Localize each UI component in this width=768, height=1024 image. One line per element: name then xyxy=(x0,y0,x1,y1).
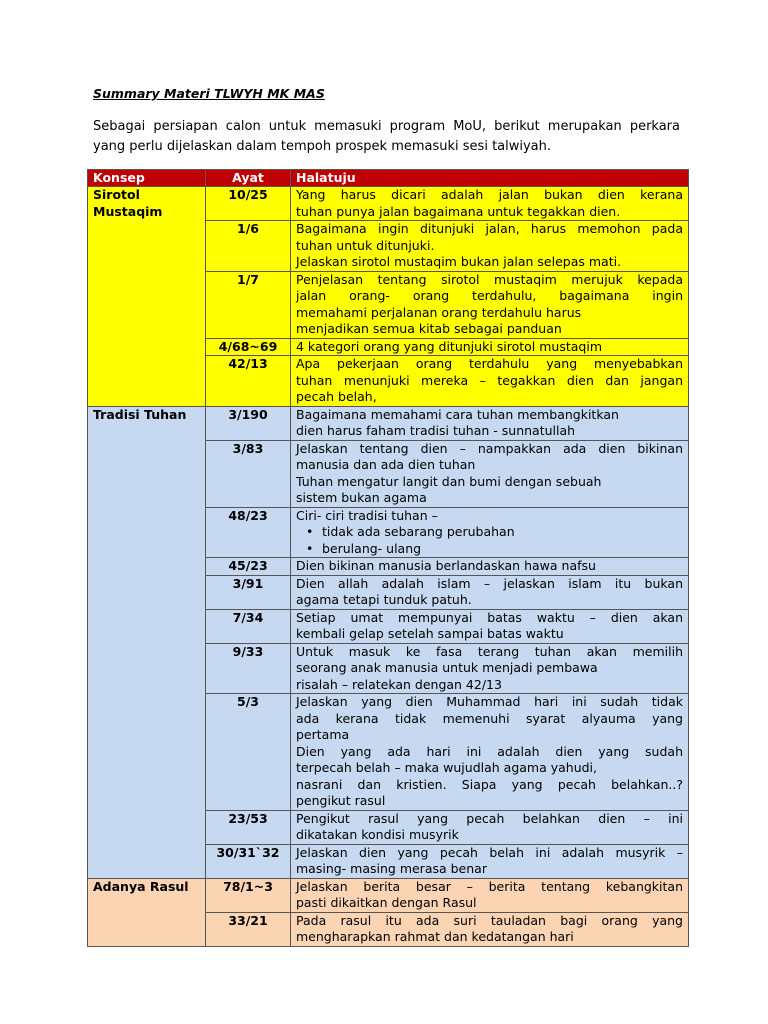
halatuju-line: dikatakan kondisi musyrik xyxy=(296,827,459,842)
halatuju-line: Jelaskan yang dien Muhammad hari ini sudah tidak xyxy=(296,694,683,709)
halatuju-cell xyxy=(291,356,689,407)
ayat-cell: 4/68~69 xyxy=(206,338,291,356)
halatuju-line: jalan orang- orang terdahulu, bagaimana ingin xyxy=(296,288,683,303)
halatuju-line: pertama xyxy=(296,727,350,742)
ayat-cell: 1/7 xyxy=(206,271,291,338)
halatuju-line: Jelaskan dien yang pecah belah ini adalah musyrik – xyxy=(296,844,683,860)
summary-table xyxy=(87,169,689,947)
ayat-cell: 9/33 xyxy=(206,643,291,694)
table-row xyxy=(88,406,689,440)
ayat-cell: 5/3 xyxy=(206,694,291,811)
halatuju-cell xyxy=(291,507,689,558)
ayat-cell: 1/6 xyxy=(206,221,291,272)
header-ayat: Ayat xyxy=(206,170,291,187)
halatuju-cell xyxy=(291,338,689,356)
halatuju-line: Dien allah adalah islam – jelaskan islam itu bukan xyxy=(296,575,683,591)
konsep-cell: Sirotol Mustaqim xyxy=(88,187,206,407)
document-title: Summary Materi TLWYH MK MAS xyxy=(93,86,325,101)
halatuju-cell xyxy=(291,694,689,811)
halatuju-line: masing- masing merasa benar xyxy=(296,861,487,876)
halatuju-line: Dien bikinan manusia berlandaskan hawa nafsu xyxy=(296,558,596,573)
konsep-cell: Adanya Rasul xyxy=(88,878,206,946)
halatuju-line: tuhan menunjuki mereka – tegakkan dien dan jangan xyxy=(296,372,683,388)
halatuju-line: kembali gelap setelah sampai batas waktu xyxy=(296,626,564,641)
ayat-cell: 7/34 xyxy=(206,609,291,643)
halatuju-line: Yang harus dicari adalah jalan bukan dien kerana xyxy=(296,187,683,202)
konsep-cell: Tradisi Tuhan xyxy=(88,406,206,878)
halatuju-line: nasrani dan kristien. Siapa yang pecah belahkan..? xyxy=(296,776,683,792)
ayat-cell: 10/25 xyxy=(206,187,291,221)
ayat-cell: 78/1~3 xyxy=(206,878,291,912)
halatuju-line: Penjelasan tentang sirotol mustaqim merujuk kepada xyxy=(296,271,683,287)
halatuju-cell xyxy=(291,810,689,844)
halatuju-line: sistem bukan agama xyxy=(296,490,427,505)
ayat-cell: 3/190 xyxy=(206,406,291,440)
halatuju-line: pasti dikaitkan dengan Rasul xyxy=(296,895,477,910)
halatuju-line: Pengikut rasul yang pecah belahkan dien – ini xyxy=(296,810,683,826)
table-row xyxy=(88,187,689,221)
ayat-cell: 3/91 xyxy=(206,575,291,609)
bullet-item: • berulang- ulang xyxy=(296,541,683,558)
halatuju-line: seorang anak manusia untuk menjadi pembawa xyxy=(296,660,598,675)
table-row xyxy=(88,878,689,912)
header-konsep: Konsep xyxy=(88,170,206,187)
ayat-cell: 48/23 xyxy=(206,507,291,558)
halatuju-line: dien harus faham tradisi tuhan - sunnatullah xyxy=(296,423,576,438)
halatuju-line: Apa pekerjaan orang terdahulu yang menyebabkan xyxy=(296,356,683,371)
header-halatuju: Halatuju xyxy=(291,170,689,187)
halatuju-line: Ciri- ciri tradisi tuhan – xyxy=(296,507,438,523)
bullet-item: • tidak ada sebarang perubahan xyxy=(296,524,683,541)
ayat-cell: 45/23 xyxy=(206,558,291,576)
halatuju-line: tuhan untuk ditunjuki. xyxy=(296,237,435,253)
halatuju-line: pecah belah, xyxy=(296,389,377,404)
halatuju-cell xyxy=(291,912,689,946)
halatuju-line: Bagaimana memahami cara tuhan membangkitkan xyxy=(296,406,619,422)
ayat-cell: 23/53 xyxy=(206,810,291,844)
halatuju-cell xyxy=(291,558,689,576)
halatuju-line: Dien yang ada hari ini adalah dien yang sudah xyxy=(296,743,683,759)
table-body xyxy=(88,187,689,947)
halatuju-cell xyxy=(291,221,689,272)
halatuju-line: mengharapkan rahmat dan kedatangan hari xyxy=(296,929,574,944)
halatuju-line: terpecah belah – maka wujudlah agama yahudi, xyxy=(296,760,598,775)
ayat-cell: 42/13 xyxy=(206,356,291,407)
intro-paragraph: Sebagai persiapan calon untuk memasuki program MoU, berikut merupakan perkara yang perlu dijelaskan dalam tempoh prospek memasuki sesi talwiyah. xyxy=(93,119,680,154)
halatuju-line: menjadikan semua kitab sebagai panduan xyxy=(296,321,562,336)
halatuju-line: Tuhan mengatur langit dan bumi dengan sebuah xyxy=(296,473,602,489)
ayat-cell: 30/31`32 xyxy=(206,844,291,878)
halatuju-cell xyxy=(291,271,689,338)
halatuju-cell xyxy=(291,440,689,507)
ayat-cell: 33/21 xyxy=(206,912,291,946)
halatuju-line: agama tetapi tunduk patuh. xyxy=(296,592,472,607)
halatuju-cell xyxy=(291,609,689,643)
ayat-cell: 3/83 xyxy=(206,440,291,507)
halatuju-line: memahami perjalanan orang terdahulu harus xyxy=(296,304,582,320)
halatuju-cell xyxy=(291,406,689,440)
table-header-row xyxy=(88,170,689,187)
halatuju-line: Pada rasul itu ada suri tauladan bagi orang yang xyxy=(296,912,683,928)
halatuju-line: pengikut rasul xyxy=(296,793,386,808)
halatuju-cell xyxy=(291,844,689,878)
halatuju-cell xyxy=(291,878,689,912)
halatuju-line: Bagaimana ingin ditunjuki jalan, harus memohon pada xyxy=(296,221,683,236)
halatuju-line: manusia dan ada dien tuhan xyxy=(296,457,476,472)
halatuju-line: 4 kategori orang yang ditunjuki sirotol mustaqim xyxy=(296,338,603,354)
halatuju-line: Jelaskan berita besar – berita tentang kebangkitan xyxy=(296,878,683,894)
halatuju-cell xyxy=(291,187,689,221)
halatuju-line: Jelaskan tentang dien – nampakkan ada dien bikinan xyxy=(296,440,683,456)
halatuju-line: Setiap umat mempunyai batas waktu – dien akan xyxy=(296,609,683,625)
halatuju-line: Untuk masuk ke fasa terang tuhan akan memilih xyxy=(296,643,683,659)
halatuju-line: ada kerana tidak memenuhi syarat alyauma yang xyxy=(296,710,683,726)
halatuju-line: risalah – relatekan dengan 42/13 xyxy=(296,676,502,692)
halatuju-line: tuhan punya jalan bagaimana untuk tegakkan dien. xyxy=(296,203,621,219)
halatuju-cell xyxy=(291,643,689,694)
halatuju-line: Jelaskan sirotol mustaqim bukan jalan selepas mati. xyxy=(296,254,622,269)
halatuju-cell xyxy=(291,575,689,609)
